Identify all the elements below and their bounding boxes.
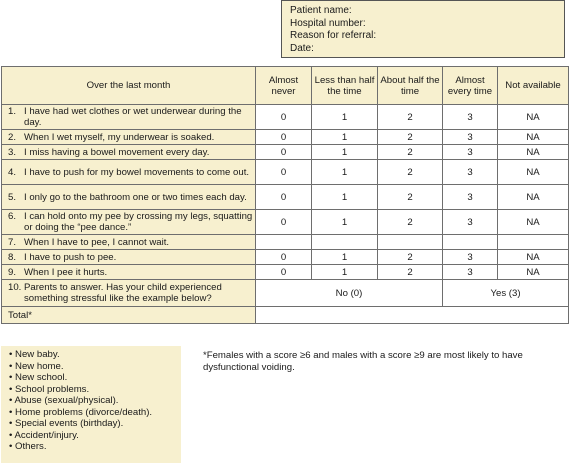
table-row (2, 160, 569, 185)
header-less-than-half: Less than half the time (312, 67, 378, 105)
score-cell[interactable]: 0 (256, 105, 312, 130)
score-cell[interactable]: 3 (443, 160, 498, 185)
score-cell[interactable]: NA (498, 185, 569, 210)
table-row (2, 185, 569, 210)
scoring-footnote: *Females with a score ≥6 and males with a score ≥9 are most likely to have dysfunctional voiding. (203, 350, 523, 373)
patient-info-box (281, 0, 565, 58)
question-cell: 5. I only go to the bathroom one or two times each day. (2, 185, 256, 210)
question-cell: 10. Parents to answer. Has your child experienced something stressful like the example below? (2, 280, 256, 307)
stress-examples-list (1, 346, 181, 463)
score-cell[interactable]: 1 (312, 210, 378, 235)
header-not-available: Not available (498, 67, 569, 105)
table-row (2, 130, 569, 145)
question-cell: 8. I have to push to pee. (2, 250, 256, 265)
score-cell[interactable]: 2 (378, 160, 443, 185)
total-label: Total* (2, 307, 256, 324)
score-cell[interactable]: 1 (312, 130, 378, 145)
score-cell[interactable]: 0 (256, 160, 312, 185)
date-field: Date: (290, 42, 314, 54)
score-cell[interactable]: NA (498, 145, 569, 160)
answer-no-cell[interactable]: No (0) (256, 280, 443, 307)
header-almost-never: Almost never (256, 67, 312, 105)
score-cell[interactable] (256, 235, 312, 250)
header-about-half: About half the time (378, 67, 443, 105)
score-cell[interactable]: 3 (443, 185, 498, 210)
table-row (2, 210, 569, 235)
list-item: • Accident/injury. (9, 429, 79, 441)
score-cell[interactable]: 1 (312, 160, 378, 185)
score-cell[interactable] (443, 235, 498, 250)
score-cell[interactable]: 0 (256, 250, 312, 265)
list-item: • New home. (9, 360, 64, 372)
hospital-number-field: Hospital number: (290, 17, 366, 29)
score-cell[interactable]: 0 (256, 265, 312, 280)
score-cell[interactable]: NA (498, 250, 569, 265)
total-score-cell[interactable] (256, 307, 569, 324)
question-cell: 1. I have had wet clothes or wet underwear during the day. (2, 105, 256, 130)
header-over-last-month: Over the last month (2, 67, 256, 105)
score-cell[interactable]: 3 (443, 265, 498, 280)
score-cell[interactable]: 1 (312, 105, 378, 130)
score-cell[interactable]: 1 (312, 185, 378, 210)
answer-yes-cell[interactable]: Yes (3) (443, 280, 569, 307)
question-cell: 7. When I have to pee, I cannot wait. (2, 235, 256, 250)
voiding-questionnaire-table (1, 66, 569, 324)
table-row-stress (2, 280, 569, 307)
table-row (2, 235, 569, 250)
list-item: • School problems. (9, 383, 90, 395)
score-cell[interactable]: 1 (312, 145, 378, 160)
score-cell[interactable]: 3 (443, 210, 498, 235)
patient-name-field: Patient name: (290, 5, 352, 16)
score-cell[interactable]: 0 (256, 185, 312, 210)
score-cell[interactable]: 3 (443, 250, 498, 265)
list-item: • Special events (birthday). (9, 418, 124, 429)
score-cell[interactable]: 0 (256, 130, 312, 145)
score-cell[interactable]: NA (498, 130, 569, 145)
score-cell[interactable]: 0 (256, 145, 312, 160)
header-almost-every: Almost every time (443, 67, 498, 105)
score-cell[interactable]: 2 (378, 130, 443, 145)
score-cell[interactable]: NA (498, 105, 569, 130)
question-cell: 4. I have to push for my bowel movements to come out. (2, 160, 256, 185)
list-item: • Home problems (divorce/death). (9, 406, 153, 418)
question-cell: 2. When I wet myself, my underwear is soaked. (2, 130, 256, 145)
list-item: • New baby. (9, 349, 60, 360)
question-cell: 9. When I pee it hurts. (2, 265, 256, 280)
question-cell: 6. I can hold onto my pee by crossing my legs, squatting or doing the “pee dance.” (2, 210, 256, 235)
score-cell[interactable] (378, 235, 443, 250)
score-cell[interactable]: NA (498, 160, 569, 185)
score-cell[interactable]: NA (498, 210, 569, 235)
score-cell[interactable]: 1 (312, 265, 378, 280)
list-item: • Others. (9, 441, 47, 452)
table-row-total (2, 307, 569, 324)
list-item: • Abuse (sexual/physical). (9, 395, 119, 406)
score-cell[interactable]: 3 (443, 145, 498, 160)
score-cell[interactable]: 0 (256, 210, 312, 235)
score-cell[interactable]: 3 (443, 130, 498, 145)
table-row (2, 145, 569, 160)
score-cell[interactable]: 2 (378, 105, 443, 130)
table-row (2, 105, 569, 130)
score-cell[interactable]: NA (498, 265, 569, 280)
score-cell[interactable]: 1 (312, 250, 378, 265)
score-cell[interactable]: 2 (378, 145, 443, 160)
table-row (2, 250, 569, 265)
referral-reason-field: Reason for referral: (290, 30, 377, 41)
score-cell[interactable]: 2 (378, 265, 443, 280)
list-item: • New school. (9, 372, 68, 383)
score-cell[interactable] (498, 235, 569, 250)
question-cell: 3. I miss having a bowel movement every day. (2, 145, 256, 160)
score-cell[interactable] (312, 235, 378, 250)
score-cell[interactable]: 3 (443, 105, 498, 130)
score-cell[interactable]: 2 (378, 185, 443, 210)
score-cell[interactable]: 2 (378, 210, 443, 235)
table-row (2, 265, 569, 280)
score-cell[interactable]: 2 (378, 250, 443, 265)
